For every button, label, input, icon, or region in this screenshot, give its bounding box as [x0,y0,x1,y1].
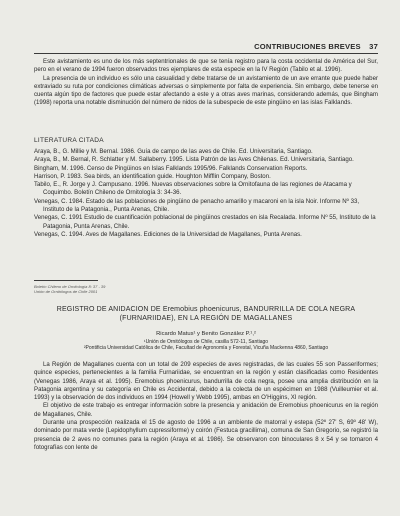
journal-footnote [34,284,105,294]
article-title-line-2: (FURNARIIDAE), EN LA REGIÓN DE MAGALLANES [119,315,293,323]
article-body [34,361,378,452]
article-title-line-1: REGISTRO DE ANIDACION DE Eremobius phoenicurus, BANDURRILLA DE COLA NEGRA [56,306,356,313]
running-head [254,42,378,51]
header-rule [34,53,378,54]
intro-paragraph-1: Este avistamiento es uno de los más septentrionales de que se tenía registro para la costa occidental de América del Sur, pero en el verano de 1994 fueron observados tres ejemplares de esta especie en la IV Región (Tabilo et al. 1996). [34,58,378,74]
body-paragraph-3: Durante una prospección realizada el 15 de agosto de 1996 a un ambiente de matorral y estepa (52º 27' S, 69º 48' W), dominado por mata verde (Lepidophyllum cupressiforme) y coirón (Festuca gracillima), comuna de San Gregorio, se registró la presencia de 2 aves no comunes para la región (Araya et al. 1986). Se observaron con binoculares 8 x 54 y se tomaron 4 fotografías con lente de [34,419,378,451]
intro-text [34,58,378,108]
affiliation-1: ¹Unión de Ornitólogos de Chile, casilla 572-11, Santiago [143,339,269,345]
reference-item: Araya, B., M. Bernal, R. Schlatter y M. Sallaberry. 1995. Lista Patrón de las Aves Chilenas. Ed. Universitaria, Santiago. [34,156,354,164]
affiliation-2: ²Pontificia Universidad Católica de Chile, Facultad de Agronomía y Forestal, Vicuña Mackenna 4860, Santiago [83,345,329,352]
article-title [34,305,378,324]
reference-item: Bingham, M. 1996. Censo de Pingüinos en Islas Falklands 1995/96. Falklands Conservation Reports. [34,164,308,172]
footnote-line-1: Boletín Chileno de Ornitología 8: 37 - 39 [34,284,106,289]
body-paragraph-2: El objetivo de este trabajo es entregar información sobre la presencia y anidación de Eremobius phoenicurus en la región de Magallanes, Chile. [34,402,378,418]
running-head-title: CONTRIBUCIONES BREVES [254,42,361,51]
footnote-rule [34,280,98,281]
author-affiliations [34,339,378,352]
reference-item: Venegas, C. 1984. Estado de las poblaciones de pingüino de penacho amarillo y macaroni en la isla Noir. Informe Nº 33, Instituto de la Patagonia., Punta Arenas, Chile. [34,197,360,214]
intro-paragraph-2: La presencia de un individuo es sólo una casualidad y debe tratarse de un avistamiento de un ave errante que puede haber extraviado su ruta por condiciones climáticas adversas o simplemente por falta de experiencia. Sin embargo, debe tenerse en cuenta algún tipo de factores que puede estar afectando a este y a otras aves marinas, considerando además, que Bingham (1998) reporta una notable disminución del número de nidos de la subespecie de este pingüino en las islas Falklands. [34,74,378,107]
footnote-line-2: Unión de Ornitólogos de Chile 2001 [34,289,98,294]
reference-list [34,148,378,239]
article-authors: Ricardo Matus¹ y Benito González P.¹,² [156,331,256,337]
reference-item: Tabilo, E., R. Jorge y J. Campusano. 1996. Nuevas observaciones sobre la Ornitofauna de las regiones de Atacama y Coquimbo. Boletín Chileno de Ornitología 3: 34-36. [34,181,352,197]
literature-heading: LITERATURA CITADA [34,137,104,144]
reference-item: Araya, B., G. Millie y M. Bernal. 1986. Guía de campo de las aves de Chile. Ed. Universitaria, Santiago. [34,148,313,155]
page-number: 37 [369,42,378,51]
reference-item: Harrison, P. 1983. Sea birds, an identification guide. Houghton Mifflin Company, Boston. [34,172,271,180]
reference-item: Venegas, C. 1994. Aves de Magallanes. Ediciones de la Universidad de Magallanes, Punta Arenas. [34,230,302,238]
body-paragraph-1: La Región de Magallanes cuenta con un total de 209 especies de aves registradas, de las cuales 55 son Passeriformes; quince especies, pertenecientes a la familia Furnariidae, se encuentran en la región y están clasificadas como Residentes (Venegas 1986, Araya et al. 1995). Eremobius phoenicurus, bandurrilla de cola negra, posee una amplia distribución en la Patagonia argentina y su categoría en Chile es Accidental, debido a la colecta de un espécimen en 1988 (Vuilleumier et al. 1993) y la observación de dos individuos en 1994 (Howell y Webb 1995), ambas en O'Higgins, XI región. [34,361,378,402]
reference-item: Venegas, C. 1991 Estudio de cuantificación poblacional de pingüinos crestados en isla Recalada. Informe Nº 55, Instituto de la Patagonia, Punta Arenas, Chile. [34,214,376,230]
